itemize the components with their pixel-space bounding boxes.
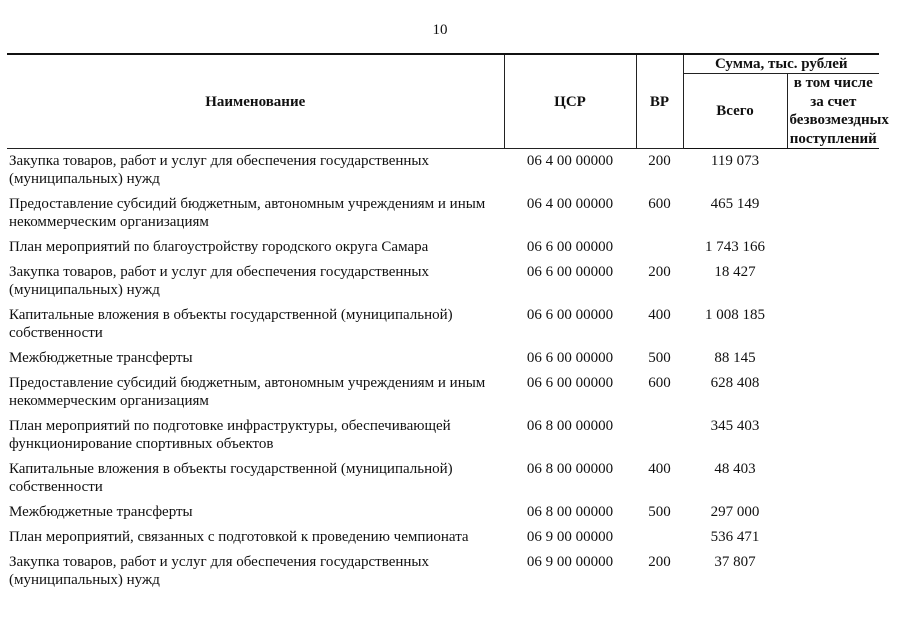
row-csr: 06 9 00 00000 xyxy=(526,529,614,545)
row-vr xyxy=(636,235,683,260)
row-name: План мероприятий, связанных с подготовкой к проведению чемпионата xyxy=(9,529,469,545)
row-total: 48 403 xyxy=(714,461,756,477)
row-csr: 06 6 00 00000 xyxy=(526,350,614,366)
row-name: Предоставление субсидий бюджетным, автономным учреждениям и иным некоммерческим организациям xyxy=(9,375,486,409)
table-row xyxy=(7,192,879,235)
table-row xyxy=(7,235,879,260)
row-csr: 06 6 00 00000 xyxy=(526,264,614,280)
row-csr: 06 9 00 00000 xyxy=(526,554,614,570)
table-body xyxy=(7,149,879,594)
row-total: 88 145 xyxy=(714,350,756,366)
table-row xyxy=(7,303,879,346)
row-csr: 06 8 00 00000 xyxy=(526,461,614,477)
header-vr: ВР xyxy=(636,54,683,149)
row-vr: 500 xyxy=(648,350,671,366)
row-bezvozmezd xyxy=(787,346,879,371)
row-total: 37 807 xyxy=(714,554,756,570)
header-bezvozmezd: в том числе за счет безвозмездных поступлений xyxy=(787,74,879,149)
row-csr: 06 6 00 00000 xyxy=(526,307,614,323)
row-total: 465 149 xyxy=(710,196,760,212)
row-total: 1 008 185 xyxy=(705,307,765,323)
table-row xyxy=(7,500,879,525)
row-csr: 06 4 00 00000 xyxy=(526,153,614,169)
header-sum-group: Сумма, тыс. рублей xyxy=(683,54,879,74)
row-total: 297 000 xyxy=(710,504,760,520)
row-name: Капитальные вложения в объекты государственной (муниципальной) собственности xyxy=(9,307,453,341)
row-vr xyxy=(636,414,683,457)
row-bezvozmezd xyxy=(787,371,879,414)
row-bezvozmezd xyxy=(787,525,879,550)
table-row xyxy=(7,414,879,457)
budget-table xyxy=(7,53,889,593)
header-total: Всего xyxy=(683,74,787,149)
row-bezvozmezd xyxy=(787,149,879,193)
row-total: 628 408 xyxy=(710,375,760,391)
row-bezvozmezd xyxy=(787,457,879,500)
table-row xyxy=(7,260,879,303)
page-number: 10 xyxy=(432,22,448,38)
row-bezvozmezd xyxy=(787,260,879,303)
row-vr: 200 xyxy=(648,264,671,280)
table-row xyxy=(7,550,879,593)
row-csr: 06 4 00 00000 xyxy=(526,196,614,212)
row-bezvozmezd xyxy=(787,500,879,525)
row-vr: 400 xyxy=(648,461,671,477)
row-vr xyxy=(636,525,683,550)
row-vr: 600 xyxy=(648,375,671,391)
row-total: 18 427 xyxy=(714,264,756,280)
row-vr: 200 xyxy=(648,153,671,169)
row-csr: 06 6 00 00000 xyxy=(526,375,614,391)
row-vr: 500 xyxy=(648,504,671,520)
table-row xyxy=(7,149,879,193)
row-name: План мероприятий по благоустройству городского округа Самара xyxy=(9,239,429,255)
row-name: Межбюджетные трансферты xyxy=(9,350,193,366)
row-total: 536 471 xyxy=(710,529,760,545)
row-total: 119 073 xyxy=(710,153,760,169)
row-name: Закупка товаров, работ и услуг для обеспечения государственных (муниципальных) нужд xyxy=(9,554,430,588)
table-row xyxy=(7,525,879,550)
row-bezvozmezd xyxy=(787,303,879,346)
row-vr: 400 xyxy=(648,307,671,323)
row-name: Закупка товаров, работ и услуг для обеспечения государственных (муниципальных) нужд xyxy=(9,264,430,298)
row-bezvozmezd xyxy=(787,235,879,260)
row-bezvozmezd xyxy=(787,550,879,593)
row-vr: 200 xyxy=(648,554,671,570)
header-csr: ЦСР xyxy=(504,54,636,149)
table-row xyxy=(7,346,879,371)
table-row xyxy=(7,371,879,414)
row-csr: 06 8 00 00000 xyxy=(526,418,614,434)
row-bezvozmezd xyxy=(787,192,879,235)
row-vr: 600 xyxy=(648,196,671,212)
row-name: Межбюджетные трансферты xyxy=(9,504,193,520)
row-total: 1 743 166 xyxy=(705,239,765,255)
row-csr: 06 8 00 00000 xyxy=(526,504,614,520)
row-bezvozmezd xyxy=(787,414,879,457)
row-name: Предоставление субсидий бюджетным, автономным учреждениям и иным некоммерческим организациям xyxy=(9,196,486,230)
row-total: 345 403 xyxy=(710,418,760,434)
row-name: Капитальные вложения в объекты государственной (муниципальной) собственности xyxy=(9,461,453,495)
row-name: Закупка товаров, работ и услуг для обеспечения государственных (муниципальных) нужд xyxy=(9,153,430,187)
header-name: Наименование xyxy=(7,54,504,149)
row-csr: 06 6 00 00000 xyxy=(526,239,614,255)
row-name: План мероприятий по подготовке инфраструктуры, обеспечивающей функционирование спортивных объектов xyxy=(9,418,451,452)
table-row xyxy=(7,457,879,500)
